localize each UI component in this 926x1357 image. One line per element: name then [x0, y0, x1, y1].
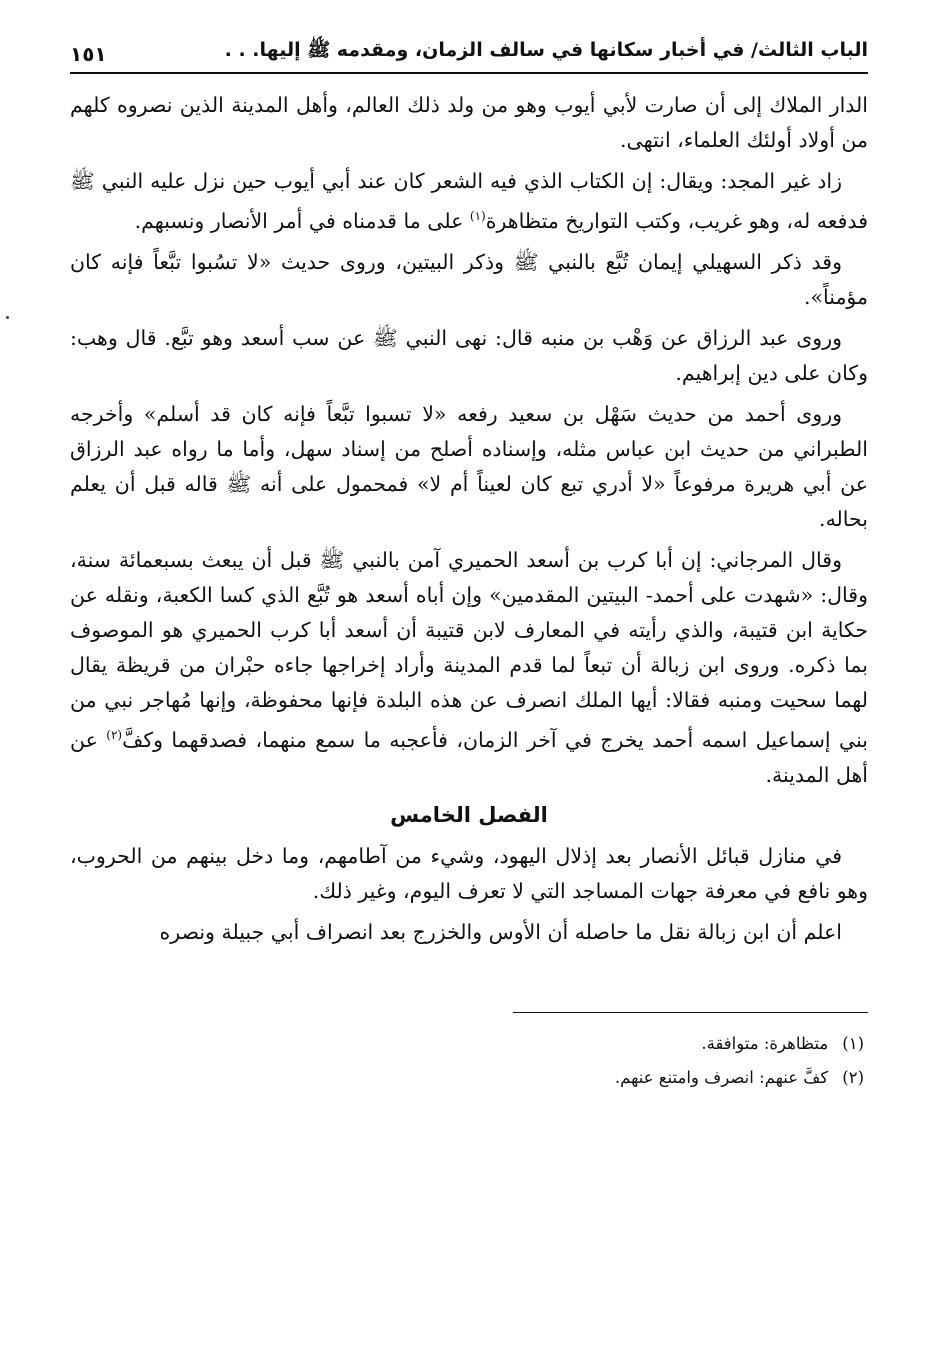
- footnote-item: [70, 1027, 868, 1061]
- paragraph: وروى أحمد من حديث سَهْل بن سعيد رفعه «لا تسبوا تبَّعاً فإنه كان قد أسلم» وأخرجه الطبراني من حديث ابن عباس مثله، وإسناده أصلح من إسناد سهل، وأما ما رواه عبد الرزاق عن أبي هريرة مرفوعاً «لا أدري تبع كان لعيناً أم لا» فمحمول على أنه ﷺ قاله قبل أن يعلم بحاله.: [70, 401, 868, 531]
- footnote-reference[interactable]: (٢): [106, 727, 123, 742]
- paragraph-text: على ما قدمناه في أمر الأنصار ونسبهم.: [134, 208, 470, 233]
- paragraph: اعلم أن ابن زبالة نقل ما حاصله أن الأوس والخزرج بعد انصراف أبي جبيلة ونصره: [159, 919, 842, 944]
- running-title: الباب الثالث/ في أخبار سكانها في سالف الزمان، ومقدمه ﷺ إليها. . .: [224, 39, 868, 61]
- running-header: [70, 38, 868, 74]
- footnote-number: (٢): [842, 1067, 864, 1087]
- scan-speck: [6, 316, 9, 319]
- footnotes: [70, 1027, 868, 1095]
- footnote-text: كفَّ عنهم: انصرف وامتنع عنهم.: [614, 1067, 829, 1087]
- paragraph: [70, 164, 868, 239]
- footnote-reference[interactable]: (١): [469, 209, 486, 223]
- paragraph: في منازل قبائل الأنصار بعد إذلال اليهود، وشيء من آطامهم، وما دخل بينهم من الحروب، وهو نافع في معرفة جهات المساجد التي لا تعرف اليوم، وغير ذلك.: [70, 843, 868, 903]
- paragraph-text: عن أهل المدينة.: [70, 727, 868, 787]
- footnote-number: (١): [842, 1033, 864, 1053]
- page-number: ١٥١: [70, 42, 107, 66]
- footnote-divider: [513, 1012, 868, 1013]
- paragraph-text: وقال المرجاني: إن أبا كرب بن أسعد الحميري آمن بالنبي ﷺ قبل أن يبعث بسبعمائة سنة، وقال: «شهدت على أحمد- البيتين المقدمين» وإن أباه أسعد هو تُبَّع الذي كسا الكعبة، ونقله عن حكاية ابن قتيبة، والذي رأيته في المعارف لابن قتيبة أن أسعد أبا كرب الحميري هو الموصوف بما ذكره. وروى ابن زبالة أن تبعاً لما قدم المدينة وأراد إخراجها جاءه حبْران من قريظة يقال لهما سحيت ومنبه فقالا: أيها الملك انصرف عن هذه البلدة فإنها محفوظة، وإنها مُهاجر نبي من بني إسماعيل اسمه أحمد يخرج في آخر الزمان، فأعجبه ما سمع منهما، فصدقهما وكفَّ: [70, 547, 869, 752]
- section-heading: الفصل الخامس: [390, 802, 548, 827]
- paragraph: وروى عبد الرزاق عن وَهْب بن منبه قال: نهى النبي ﷺ عن سب أسعد وهو تبَّع. قال وهب: وكان على دين إبراهيم.: [70, 325, 868, 385]
- body-text: [70, 88, 868, 950]
- footnote-item: [70, 1061, 868, 1095]
- paragraph: الدار الملاك إلى أن صارت لأبي أيوب وهو من ولد ذلك العالم، وأهل المدينة الذين نصروه كلهم من أولاد أولئك العلماء، انتهى.: [70, 93, 868, 152]
- paragraph: وقد ذكر السهيلي إيمان تُبَّع بالنبي ﷺ وذكر البيتين، وروى حديث «لا تسُبوا تبَّعاً فإنه كان مؤمناً».: [70, 249, 868, 309]
- paragraph-text: زاد غير المجد: ويقال: إن الكتاب الذي فيه الشعر كان عند أبي أيوب حين نزل عليه النبي ﷺ فدفعه له، وهو غريب، وكتب التواريخ متظاهرة: [70, 169, 868, 233]
- paragraph: [70, 543, 868, 793]
- footnote-text: متظاهرة: متوافقة.: [701, 1033, 829, 1053]
